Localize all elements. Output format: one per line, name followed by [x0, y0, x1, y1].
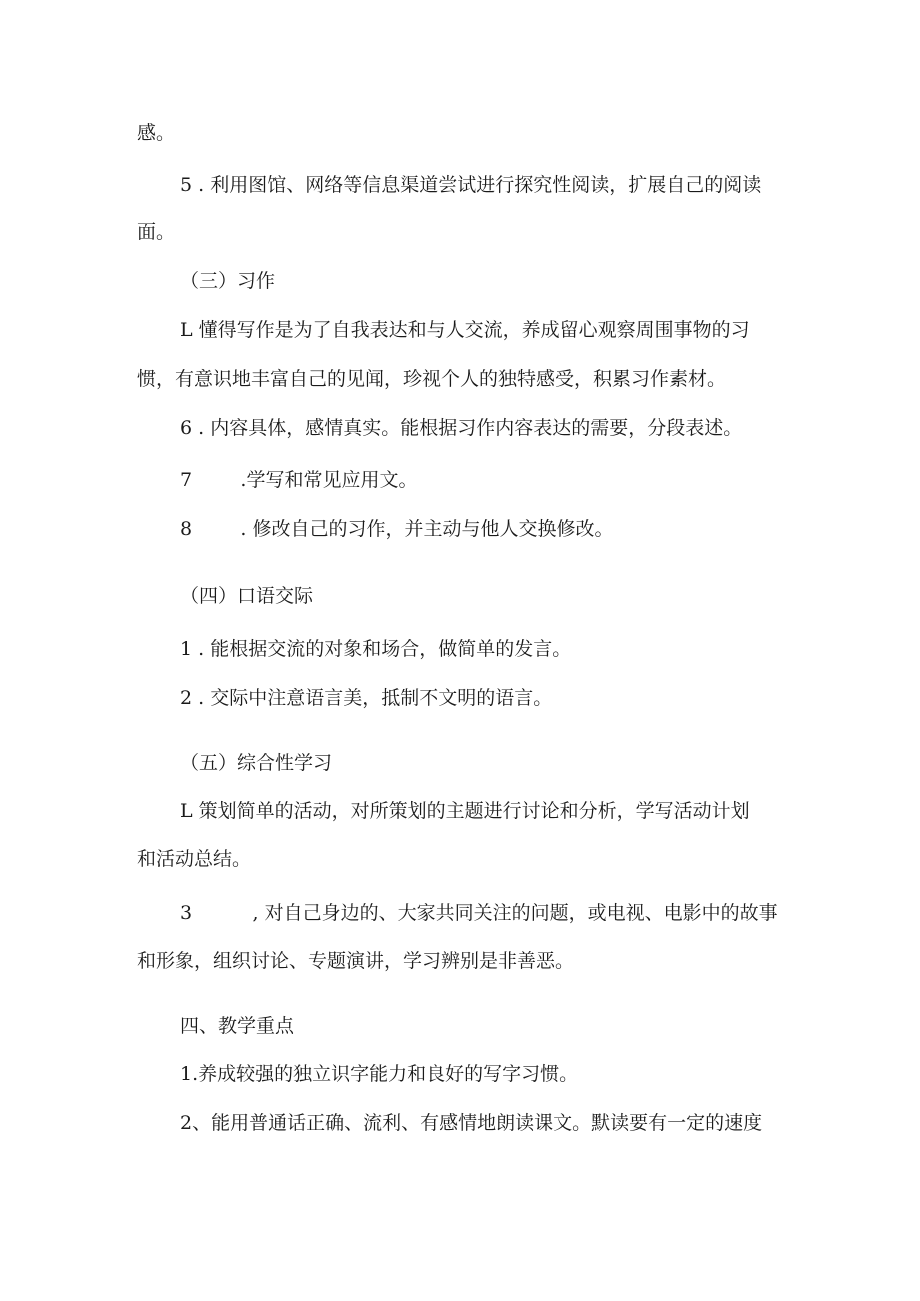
section-heading: 四、教学重点 — [180, 1015, 295, 1037]
text-line: 感。 — [137, 122, 176, 144]
text-line: 面。 — [137, 221, 176, 243]
text-line: L 懂得写作是为了自我表达和与人交流，养成留心观察周围事物的习 — [180, 319, 750, 341]
section-heading: （五）综合性学习 — [180, 752, 333, 774]
text-line: 5 . 利用图馆、网络等信息渠道尝试进行探究性阅读，扩展自己的阅读 — [180, 174, 762, 196]
text-line: 2 . 交际中注意语言美，抵制不文明的语言。 — [180, 687, 553, 709]
text-line: 1 . 能根据交流的对象和场合，做简单的发言。 — [180, 638, 572, 660]
text-line: 1.养成较强的独立识字能力和良好的写字习惯。 — [180, 1063, 579, 1085]
text-line: 7 .学写和常见应用文。 — [180, 469, 418, 491]
text-line: 8 . 修改自己的习作，并主动与他人交换修改。 — [180, 518, 614, 540]
text-line: 和活动总结。 — [137, 848, 252, 870]
text-line: 6 . 内容具体，感情真实。能根据习作内容表达的需要，分段表述。 — [180, 417, 743, 439]
section-heading: （四）口语交际 — [180, 585, 314, 607]
text-line: 惯，有意识地丰富自己的见闻，珍视个人的独特感受，积累习作素材。 — [137, 368, 727, 390]
text-line: 和形象，组织讨论、专题演讲，学习辨别是非善恶。 — [137, 950, 575, 972]
section-heading: （三）习作 — [180, 270, 276, 292]
text-line: 2、能用普通话正确、流利、有感情地朗读课文。默读要有一定的速度 — [180, 1112, 763, 1134]
text-line: L 策划简单的活动，对所策划的主题进行讨论和分析，学写活动计划 — [180, 800, 750, 822]
text-line: 3 , 对自己身边的、大家共同关注的问题，或电视、电影中的故事 — [180, 902, 778, 924]
